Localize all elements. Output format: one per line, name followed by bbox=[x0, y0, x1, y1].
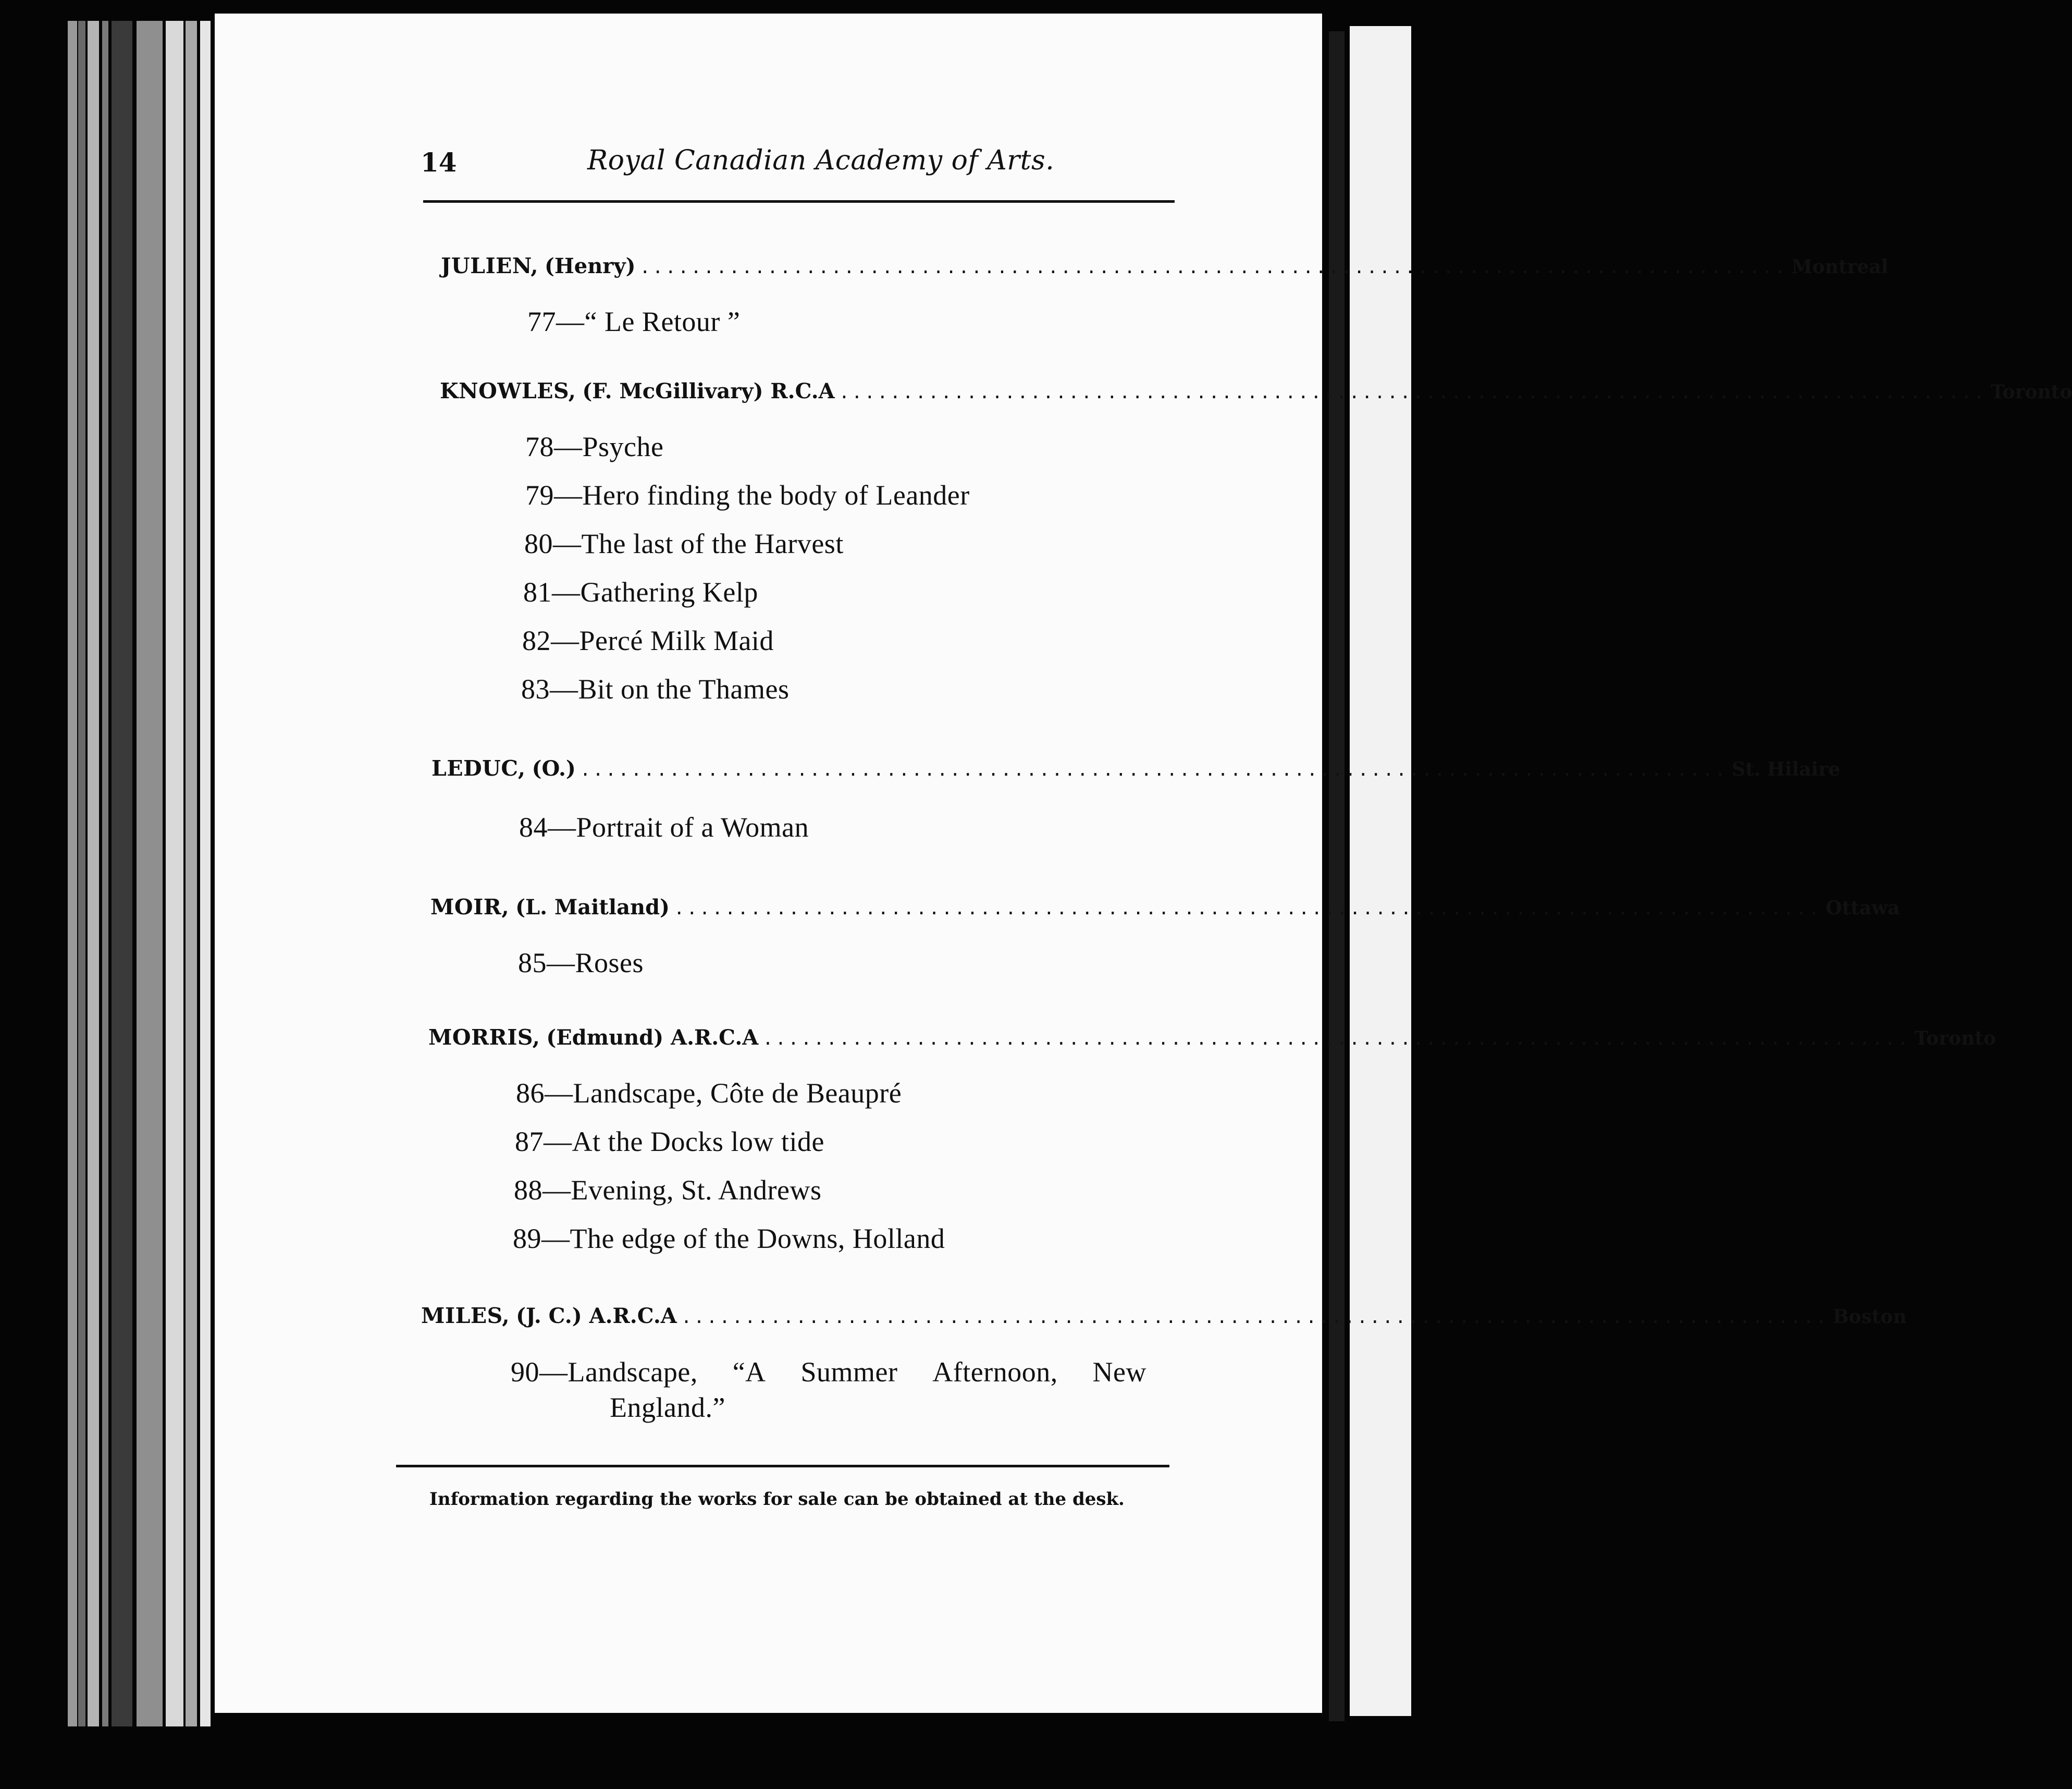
work-item-continuation: England.” bbox=[610, 1392, 725, 1423]
artist-name: MILES, bbox=[421, 1303, 510, 1328]
page-edge bbox=[102, 21, 108, 1726]
dot-leader: .......................................................................................... bbox=[762, 1028, 1910, 1049]
page-number: 14 bbox=[421, 147, 457, 178]
work-item: 80—The last of the Harvest bbox=[524, 528, 844, 559]
artist-heading bbox=[428, 1025, 1996, 1061]
footer-rule bbox=[396, 1465, 1169, 1467]
page-edge bbox=[68, 21, 77, 1726]
footnote: Information regarding the works for sale can be obtained at the desk. bbox=[429, 1489, 1125, 1510]
work-item: 84—Portrait of a Woman bbox=[519, 812, 809, 843]
page-edge bbox=[88, 21, 99, 1726]
dot-leader: .......................................................................................... bbox=[681, 1307, 1829, 1328]
page-edge bbox=[200, 21, 211, 1726]
running-title: Royal Canadian Academy of Arts. bbox=[587, 145, 1055, 176]
work-item-line bbox=[511, 1354, 1146, 1390]
work-item: 81—Gathering Kelp bbox=[523, 577, 758, 608]
work-word: “A bbox=[732, 1356, 766, 1388]
work-item: 88—Evening, St. Andrews bbox=[514, 1174, 822, 1206]
artist-heading bbox=[440, 378, 2072, 415]
artist-details: (O.) bbox=[532, 756, 576, 781]
page-edge bbox=[166, 21, 183, 1726]
work-item: 83—Bit on the Thames bbox=[521, 673, 790, 705]
artist-name: MOIR, bbox=[430, 894, 510, 920]
artist-name: KNOWLES, bbox=[440, 378, 576, 403]
artist-heading bbox=[430, 894, 1900, 931]
work-word: Afternoon, bbox=[932, 1356, 1058, 1388]
artist-city: Montreal bbox=[1791, 256, 1889, 278]
work-word: New bbox=[1092, 1356, 1146, 1388]
artist-heading bbox=[421, 1303, 1907, 1340]
artist-name: MORRIS, bbox=[428, 1025, 540, 1050]
work-item bbox=[511, 1354, 1146, 1425]
work-item: 87—At the Docks low tide bbox=[515, 1126, 824, 1157]
artist-city: Boston bbox=[1833, 1306, 1907, 1328]
catalogue-page bbox=[215, 14, 2072, 1713]
artist-heading bbox=[431, 756, 1841, 792]
artist-name: LEDUC, bbox=[431, 756, 526, 781]
artist-details: (J. C.) A.R.C.A bbox=[516, 1304, 677, 1328]
artist-city: St. Hilaire bbox=[1732, 758, 1841, 780]
artist-details: (F. McGillivary) R.C.A bbox=[582, 379, 835, 403]
work-item: 85—Roses bbox=[518, 947, 644, 978]
page-edge bbox=[78, 21, 85, 1726]
artist-city: Ottawa bbox=[1826, 897, 1900, 919]
catalogue-entries bbox=[215, 14, 2072, 1713]
work-item: 82—Percé Milk Maid bbox=[522, 625, 774, 656]
work-item: 77—“ Le Retour ” bbox=[527, 306, 741, 337]
artist-details: (Edmund) A.R.C.A bbox=[546, 1025, 759, 1050]
page-edge bbox=[112, 21, 132, 1726]
dot-leader: .......................................................................................... bbox=[579, 759, 1728, 780]
work-word: 90—Landscape, bbox=[511, 1356, 698, 1388]
work-item: 78—Psyche bbox=[525, 431, 664, 462]
page-edge bbox=[186, 21, 197, 1726]
artist-details: (L. Maitland) bbox=[515, 895, 670, 920]
artist-heading bbox=[441, 253, 1889, 290]
work-item: 79—Hero finding the body of Leander bbox=[525, 480, 970, 511]
artist-details: (Henry) bbox=[545, 254, 636, 278]
dot-leader: .......................................................................................... bbox=[639, 257, 1787, 278]
page-edge bbox=[137, 21, 163, 1726]
work-item: 89—The edge of the Downs, Holland bbox=[513, 1223, 945, 1254]
work-word: Summer bbox=[800, 1356, 898, 1388]
work-item: 86—Landscape, Côte de Beaupré bbox=[516, 1077, 902, 1109]
artist-city: Toronto bbox=[1914, 1027, 1996, 1049]
artist-name: JULIEN, bbox=[441, 253, 539, 278]
dot-leader: .......................................................................................... bbox=[838, 382, 1987, 403]
dot-leader: .......................................................................................... bbox=[673, 898, 1822, 919]
artist-city: Toronto bbox=[1990, 381, 2072, 403]
